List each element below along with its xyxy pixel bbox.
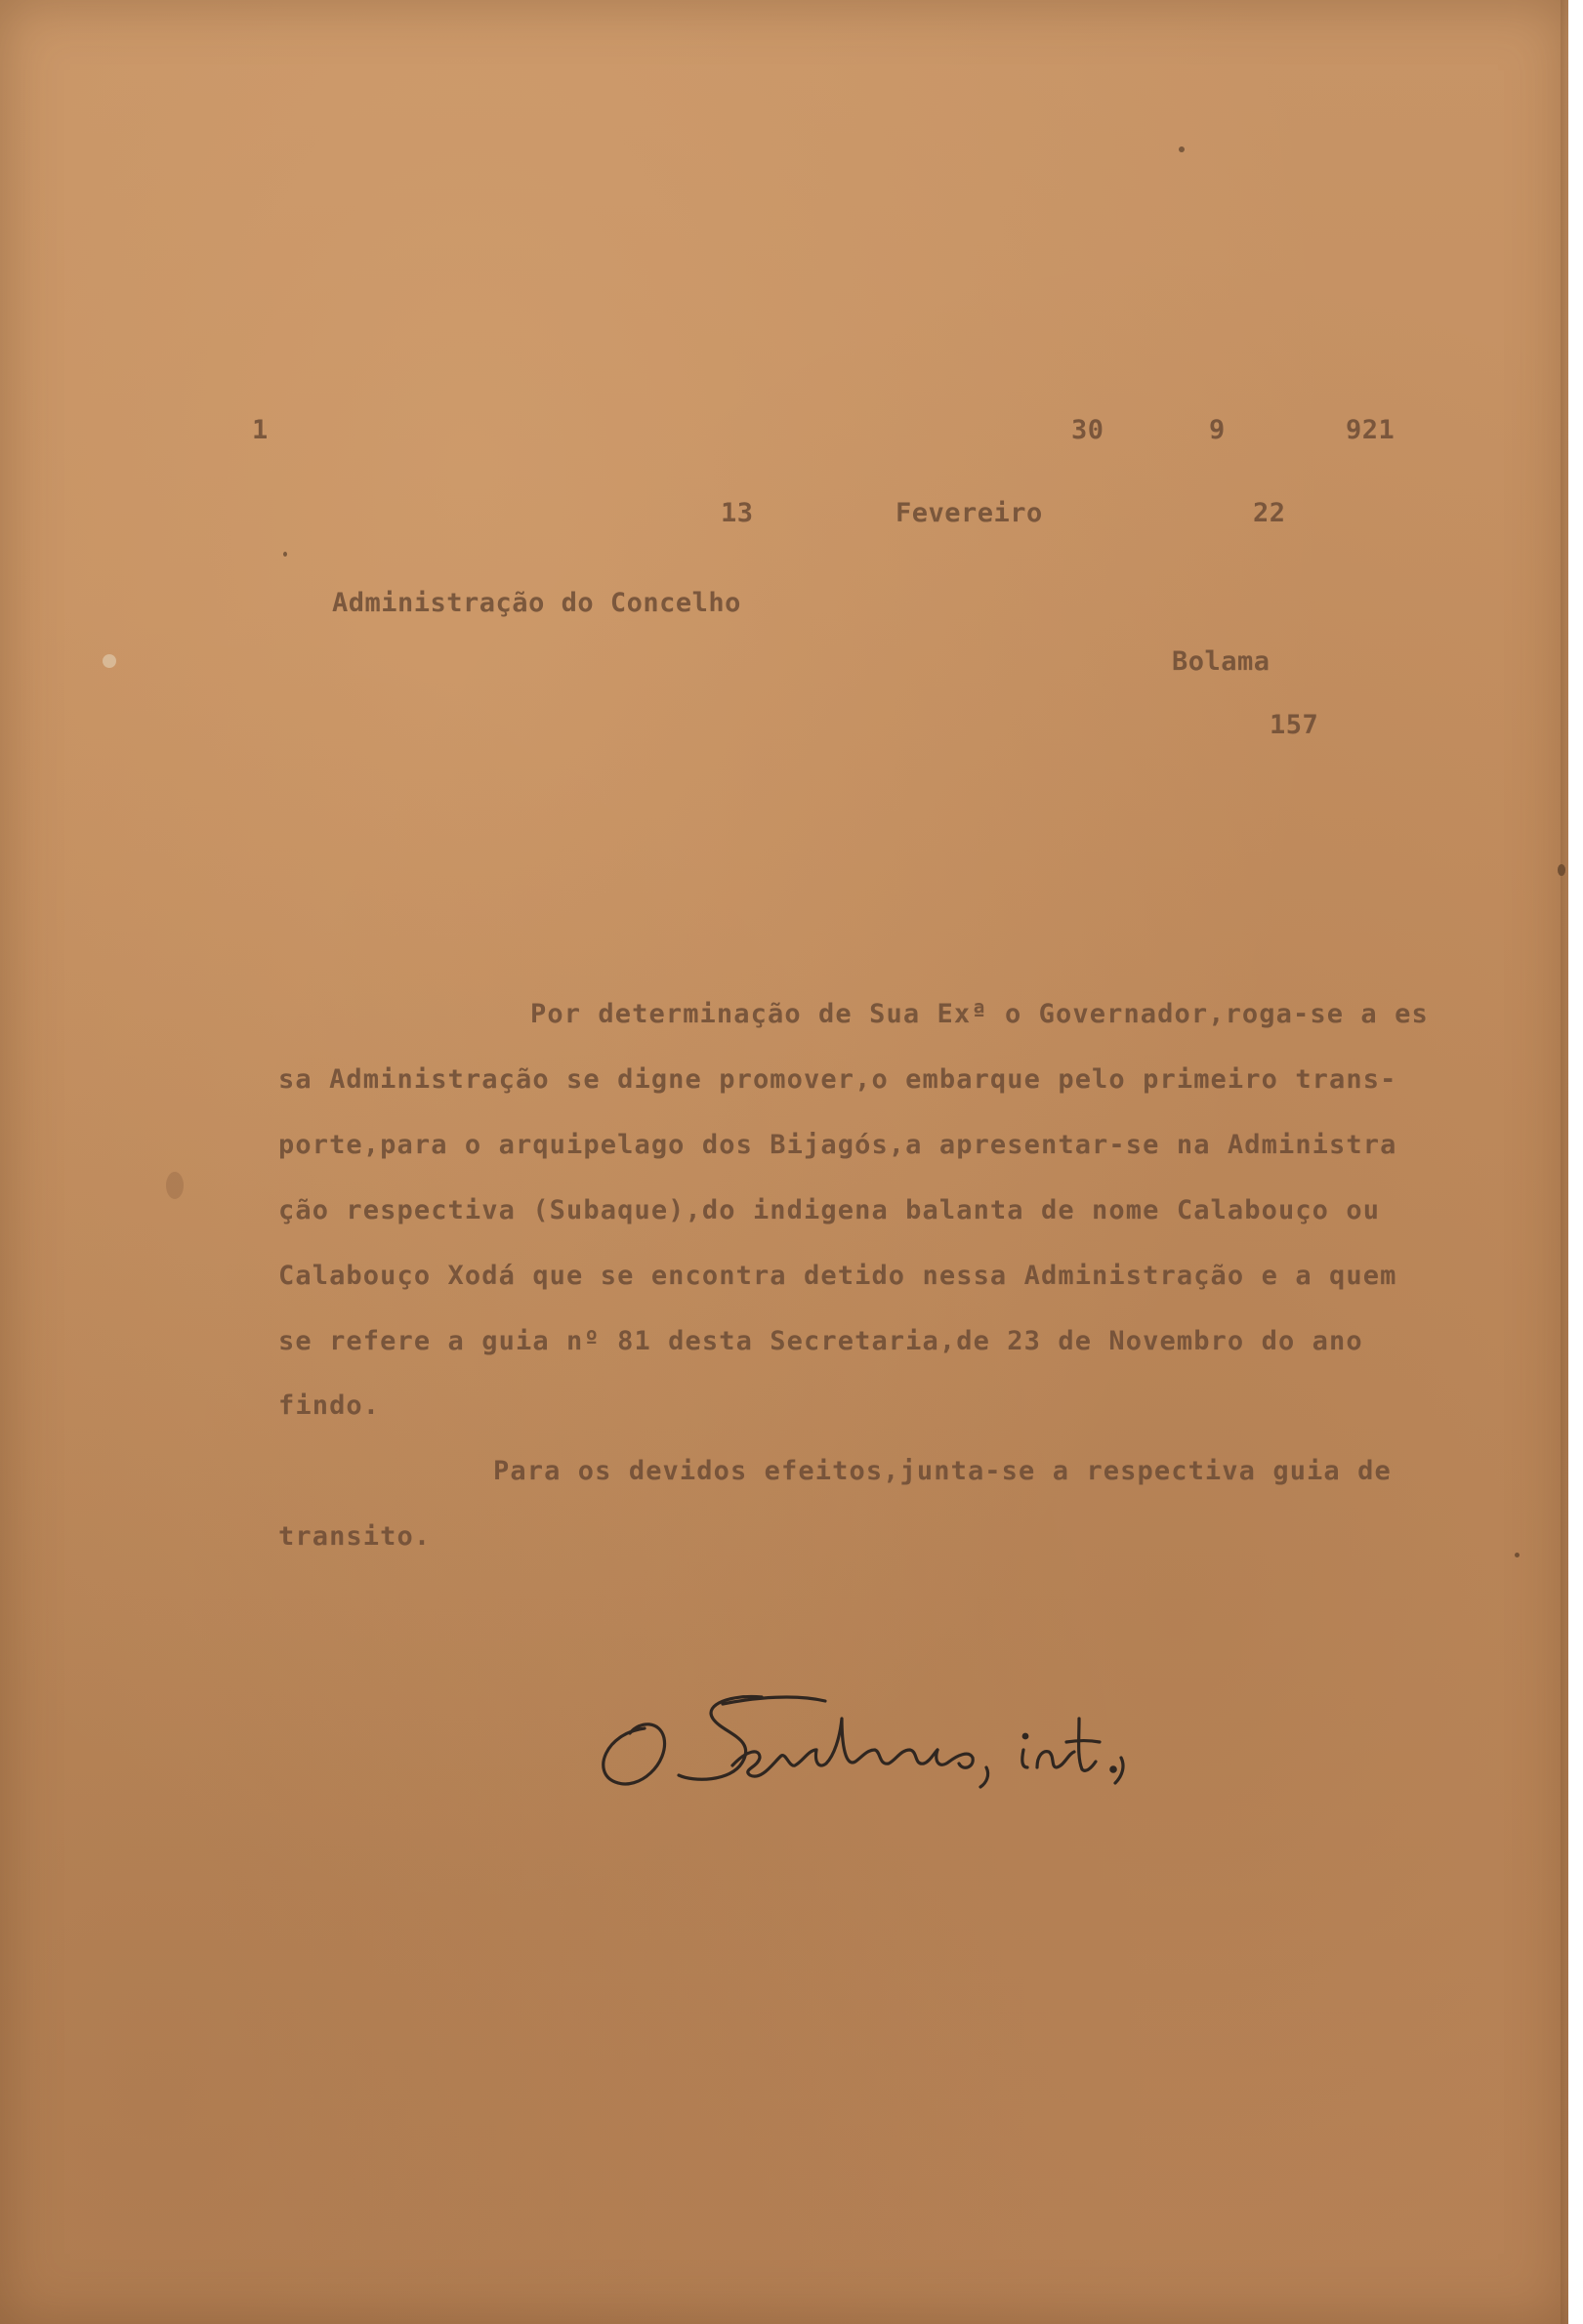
date-year: 921 bbox=[1346, 415, 1396, 445]
addressee-name: Administração do Concelho bbox=[332, 588, 741, 618]
body-line: se refere a guia nº 81 desta Secretaria,de 23 de Novembro do ano bbox=[278, 1326, 1363, 1356]
paper-speck bbox=[103, 654, 116, 668]
paper-speck bbox=[1515, 1553, 1520, 1557]
paper-speck bbox=[166, 1172, 184, 1199]
addressee-place: Bolama bbox=[1172, 646, 1271, 677]
document-number: 1 bbox=[252, 415, 269, 445]
body-line: porte,para o arquipelago dos Bijagós,a apresentar-se na Administra bbox=[278, 1130, 1397, 1160]
body-line: findo. bbox=[278, 1390, 381, 1421]
second-date-year: 22 bbox=[1253, 498, 1286, 528]
body-line: transito. bbox=[278, 1521, 432, 1552]
body-line: sa Administração se digne promover,o embarque pelo primeiro trans- bbox=[278, 1064, 1397, 1095]
body-line: Para os devidos efeitos,junta-se a respectiva guia de bbox=[493, 1456, 1392, 1486]
second-date-day: 13 bbox=[721, 498, 754, 528]
handwritten-signature bbox=[586, 1660, 1211, 1816]
reference-number: 157 bbox=[1270, 710, 1319, 740]
paper-speck bbox=[283, 552, 287, 557]
second-date-month: Fevereiro bbox=[896, 498, 1043, 528]
paper-speck bbox=[1558, 864, 1565, 876]
date-month: 9 bbox=[1209, 415, 1226, 445]
body-line: ção respectiva (Subaque),do indigena balanta de nome Calabouço ou bbox=[278, 1195, 1381, 1225]
paper-speck bbox=[1179, 146, 1185, 152]
body-line: Por determinação de Sua Exª o Governador,roga-se a es bbox=[530, 999, 1429, 1029]
date-day: 30 bbox=[1071, 415, 1104, 445]
body-line: Calabouço Xodá que se encontra detido nessa Administração e a quem bbox=[278, 1261, 1397, 1291]
